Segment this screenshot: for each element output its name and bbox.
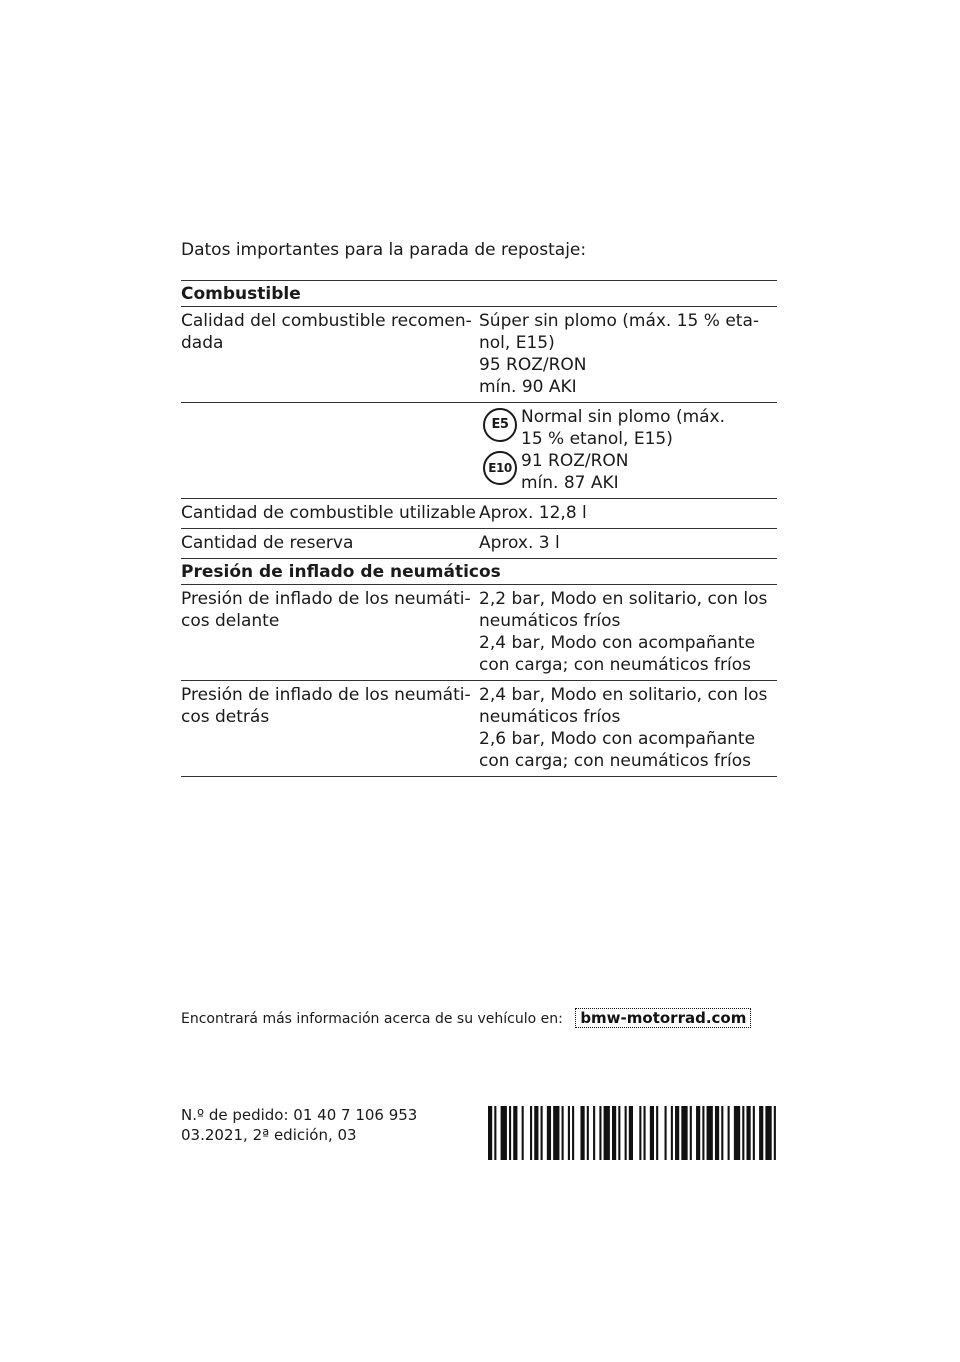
front-label-line: Presión de inflado de los neumáti- [181, 589, 471, 609]
fuel-header-label: Combustible [181, 284, 301, 304]
front-value-line: con carga; con neumáticos fríos [479, 655, 751, 675]
intro-text: Datos importantes para la parada de repostaje: [181, 240, 587, 260]
tyres-header-label: Presión de inflado de neumáticos [181, 562, 501, 582]
alt-fuel-text [521, 406, 777, 494]
more-info-line [181, 1009, 751, 1027]
table-row [181, 584, 777, 680]
order-number: N.º de pedido: 01 40 7 106 953 [181, 1106, 418, 1124]
row-label [181, 681, 479, 776]
section-header-tyres [181, 558, 777, 584]
row-value [479, 403, 777, 498]
e10-fuel-icon: E10 [483, 451, 517, 485]
table-row [181, 680, 777, 776]
rear-label-line: Presión de inflado de los neumáti- [181, 685, 471, 705]
row-value [479, 307, 777, 402]
row-value [479, 681, 777, 776]
edition-info: 03.2021, 2ª edición, 03 [181, 1126, 357, 1144]
fuel-badges [479, 406, 521, 494]
rear-label-line: cos detrás [181, 707, 270, 727]
quality-value-line: mín. 90 AKI [479, 377, 577, 397]
row-label-empty [181, 403, 479, 498]
rear-value-line: neumáticos fríos [479, 707, 621, 727]
refuelling-data-table [181, 280, 777, 777]
quality-value-line: nol, E15) [479, 333, 555, 353]
front-value-line: 2,4 bar, Modo con acompañante [479, 633, 756, 653]
table-row [181, 306, 777, 402]
alt-fuel-line: 91 ROZ/RON [521, 451, 629, 471]
rear-value-line: 2,4 bar, Modo en solitario, con los [479, 685, 768, 705]
alt-fuel-line: mín. 87 AKI [521, 473, 619, 493]
table-row [181, 498, 777, 528]
alt-fuel-line: 15 % etanol, E15) [521, 429, 673, 449]
row-label [181, 585, 479, 680]
quality-label-line: Calidad del combustible recomen- [181, 311, 472, 331]
quality-label-line: dada [181, 333, 224, 353]
quality-value-line: Súper sin plomo (máx. 15 % eta- [479, 311, 759, 331]
row-value: Aprox. 3 l [479, 533, 560, 553]
order-info [181, 1105, 417, 1145]
row-label: Cantidad de reserva [181, 533, 354, 553]
rear-value-line: con carga; con neumáticos fríos [479, 751, 751, 771]
website-link[interactable]: bmw-motorrad.com [575, 1008, 751, 1028]
table-row [181, 528, 777, 558]
rear-value-line: 2,6 bar, Modo con acompañante [479, 729, 756, 749]
row-label: Cantidad de combustible utilizable [181, 503, 476, 523]
quality-value-line: 95 ROZ/RON [479, 355, 587, 375]
e5-fuel-icon: E5 [483, 408, 517, 442]
front-value-line: 2,2 bar, Modo en solitario, con los [479, 589, 768, 609]
row-value [479, 585, 777, 680]
row-value: Aprox. 12,8 l [479, 503, 587, 523]
front-label-line: cos delante [181, 611, 280, 631]
section-header-fuel [181, 280, 777, 306]
front-value-line: neumáticos fríos [479, 611, 621, 631]
alt-fuel-line: Normal sin plomo (máx. [521, 407, 726, 427]
barcode-icon [488, 1106, 778, 1160]
row-label [181, 307, 479, 402]
table-row [181, 402, 777, 498]
more-info-text: Encontrará más información acerca de su vehículo en: [181, 1011, 563, 1027]
